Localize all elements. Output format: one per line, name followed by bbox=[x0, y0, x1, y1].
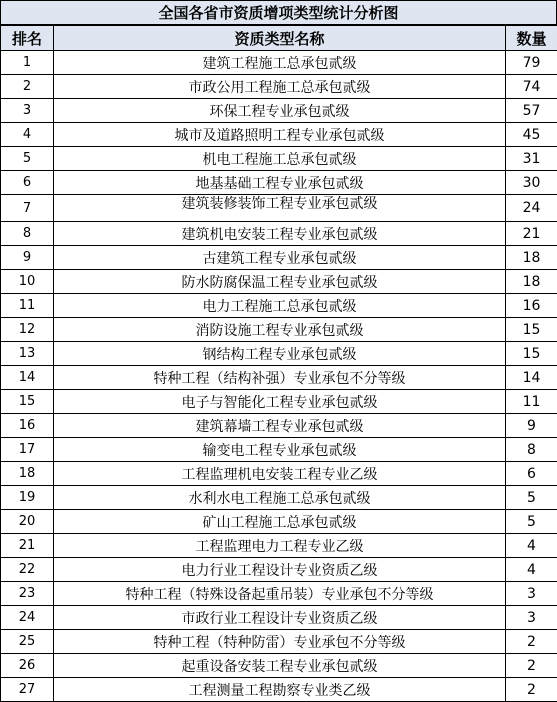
rank-cell: 1 bbox=[1, 51, 54, 75]
rank-cell: 4 bbox=[1, 123, 54, 147]
name-cell: 工程监理机电安装工程专业乙级 bbox=[54, 462, 506, 486]
table-row bbox=[1, 75, 557, 99]
table-row bbox=[1, 294, 557, 318]
table-row bbox=[1, 534, 557, 558]
name-cell: 市政公用工程施工总承包贰级 bbox=[54, 75, 506, 99]
rank-cell: 2 bbox=[1, 75, 54, 99]
count-cell: 9 bbox=[506, 414, 557, 438]
count-cell: 4 bbox=[506, 534, 557, 558]
count-cell: 18 bbox=[506, 270, 557, 294]
table-title: 全国各省市资质增项类型统计分析图 bbox=[0, 0, 557, 25]
table-row bbox=[1, 510, 557, 534]
rank-cell: 9 bbox=[1, 246, 54, 270]
table-row bbox=[1, 438, 557, 462]
name-cell: 矿山工程施工总承包贰级 bbox=[54, 510, 506, 534]
name-cell: 机电工程施工总承包贰级 bbox=[54, 147, 506, 171]
table-row bbox=[1, 99, 557, 123]
count-cell: 31 bbox=[506, 147, 557, 171]
name-cell: 起重设备安装工程专业承包贰级 bbox=[54, 654, 506, 678]
rank-cell: 7 bbox=[1, 195, 54, 222]
rank-cell: 19 bbox=[1, 486, 54, 510]
rank-cell: 10 bbox=[1, 270, 54, 294]
name-cell: 水利水电工程施工总承包贰级 bbox=[54, 486, 506, 510]
count-cell: 30 bbox=[506, 171, 557, 195]
rank-cell: 3 bbox=[1, 99, 54, 123]
count-cell: 2 bbox=[506, 654, 557, 678]
count-cell: 5 bbox=[506, 510, 557, 534]
count-cell: 8 bbox=[506, 438, 557, 462]
count-cell: 16 bbox=[506, 294, 557, 318]
name-cell: 建筑工程施工总承包贰级 bbox=[54, 51, 506, 75]
table-row bbox=[1, 486, 557, 510]
rank-cell: 23 bbox=[1, 582, 54, 606]
count-cell: 57 bbox=[506, 99, 557, 123]
name-cell: 环保工程专业承包贰级 bbox=[54, 99, 506, 123]
rank-cell: 25 bbox=[1, 630, 54, 654]
rank-cell: 12 bbox=[1, 318, 54, 342]
table-row bbox=[1, 318, 557, 342]
header-row bbox=[1, 26, 557, 51]
table-row bbox=[1, 270, 557, 294]
name-cell: 电子与智能化工程专业承包贰级 bbox=[54, 390, 506, 414]
count-cell: 2 bbox=[506, 678, 557, 702]
table-row bbox=[1, 390, 557, 414]
rank-cell: 24 bbox=[1, 606, 54, 630]
name-cell: 建筑装修装饰工程专业承包贰级 bbox=[54, 195, 506, 222]
rank-header: 排名 bbox=[1, 26, 54, 51]
table-row bbox=[1, 147, 557, 171]
name-header: 资质类型名称 bbox=[54, 26, 506, 51]
count-cell: 18 bbox=[506, 246, 557, 270]
table-body bbox=[1, 51, 557, 702]
rank-cell: 14 bbox=[1, 366, 54, 390]
name-cell: 电力工程施工总承包贰级 bbox=[54, 294, 506, 318]
count-cell: 3 bbox=[506, 606, 557, 630]
name-cell: 钢结构工程专业承包贰级 bbox=[54, 342, 506, 366]
rank-cell: 8 bbox=[1, 222, 54, 246]
rank-cell: 11 bbox=[1, 294, 54, 318]
table-row bbox=[1, 51, 557, 75]
count-cell: 79 bbox=[506, 51, 557, 75]
rank-cell: 15 bbox=[1, 390, 54, 414]
table-row bbox=[1, 366, 557, 390]
count-header: 数量 bbox=[506, 26, 557, 51]
count-cell: 3 bbox=[506, 582, 557, 606]
count-cell: 21 bbox=[506, 222, 557, 246]
name-cell: 建筑幕墙工程专业承包贰级 bbox=[54, 414, 506, 438]
rank-cell: 21 bbox=[1, 534, 54, 558]
name-cell: 工程监理电力工程专业乙级 bbox=[54, 534, 506, 558]
name-cell: 电力行业工程设计专业资质乙级 bbox=[54, 558, 506, 582]
table-row bbox=[1, 342, 557, 366]
rank-cell: 6 bbox=[1, 171, 54, 195]
name-cell: 特种工程（特殊设备起重吊装）专业承包不分等级 bbox=[54, 582, 506, 606]
name-cell: 工程测量工程勘察专业类乙级 bbox=[54, 678, 506, 702]
name-cell: 城市及道路照明工程专业承包贰级 bbox=[54, 123, 506, 147]
rank-cell: 22 bbox=[1, 558, 54, 582]
count-cell: 24 bbox=[506, 195, 557, 222]
table-row bbox=[1, 582, 557, 606]
name-cell: 防水防腐保温工程专业承包贰级 bbox=[54, 270, 506, 294]
table-row bbox=[1, 558, 557, 582]
count-cell: 45 bbox=[506, 123, 557, 147]
name-cell: 特种工程（特种防雷）专业承包不分等级 bbox=[54, 630, 506, 654]
count-cell: 14 bbox=[506, 366, 557, 390]
name-cell: 输变电工程专业承包贰级 bbox=[54, 438, 506, 462]
rank-cell: 18 bbox=[1, 462, 54, 486]
name-cell: 消防设施工程专业承包贰级 bbox=[54, 318, 506, 342]
table-row bbox=[1, 462, 557, 486]
count-cell: 15 bbox=[506, 342, 557, 366]
name-cell: 建筑机电安装工程专业承包贰级 bbox=[54, 222, 506, 246]
count-cell: 2 bbox=[506, 630, 557, 654]
qualification-table bbox=[0, 25, 557, 702]
count-cell: 11 bbox=[506, 390, 557, 414]
rank-cell: 16 bbox=[1, 414, 54, 438]
table-row bbox=[1, 654, 557, 678]
table-row bbox=[1, 630, 557, 654]
name-cell: 地基基础工程专业承包贰级 bbox=[54, 171, 506, 195]
rank-cell: 20 bbox=[1, 510, 54, 534]
rank-cell: 5 bbox=[1, 147, 54, 171]
table-row bbox=[1, 606, 557, 630]
table-row bbox=[1, 246, 557, 270]
count-cell: 4 bbox=[506, 558, 557, 582]
table-row bbox=[1, 171, 557, 195]
name-cell: 古建筑工程专业承包贰级 bbox=[54, 246, 506, 270]
count-cell: 5 bbox=[506, 486, 557, 510]
rank-cell: 26 bbox=[1, 654, 54, 678]
name-cell: 特种工程（结构补强）专业承包不分等级 bbox=[54, 366, 506, 390]
rank-cell: 13 bbox=[1, 342, 54, 366]
rank-cell: 17 bbox=[1, 438, 54, 462]
rank-cell: 27 bbox=[1, 678, 54, 702]
table-row bbox=[1, 195, 557, 222]
table-row bbox=[1, 123, 557, 147]
table-row bbox=[1, 222, 557, 246]
table-row bbox=[1, 414, 557, 438]
count-cell: 15 bbox=[506, 318, 557, 342]
count-cell: 6 bbox=[506, 462, 557, 486]
name-cell: 市政行业工程设计专业资质乙级 bbox=[54, 606, 506, 630]
count-cell: 74 bbox=[506, 75, 557, 99]
